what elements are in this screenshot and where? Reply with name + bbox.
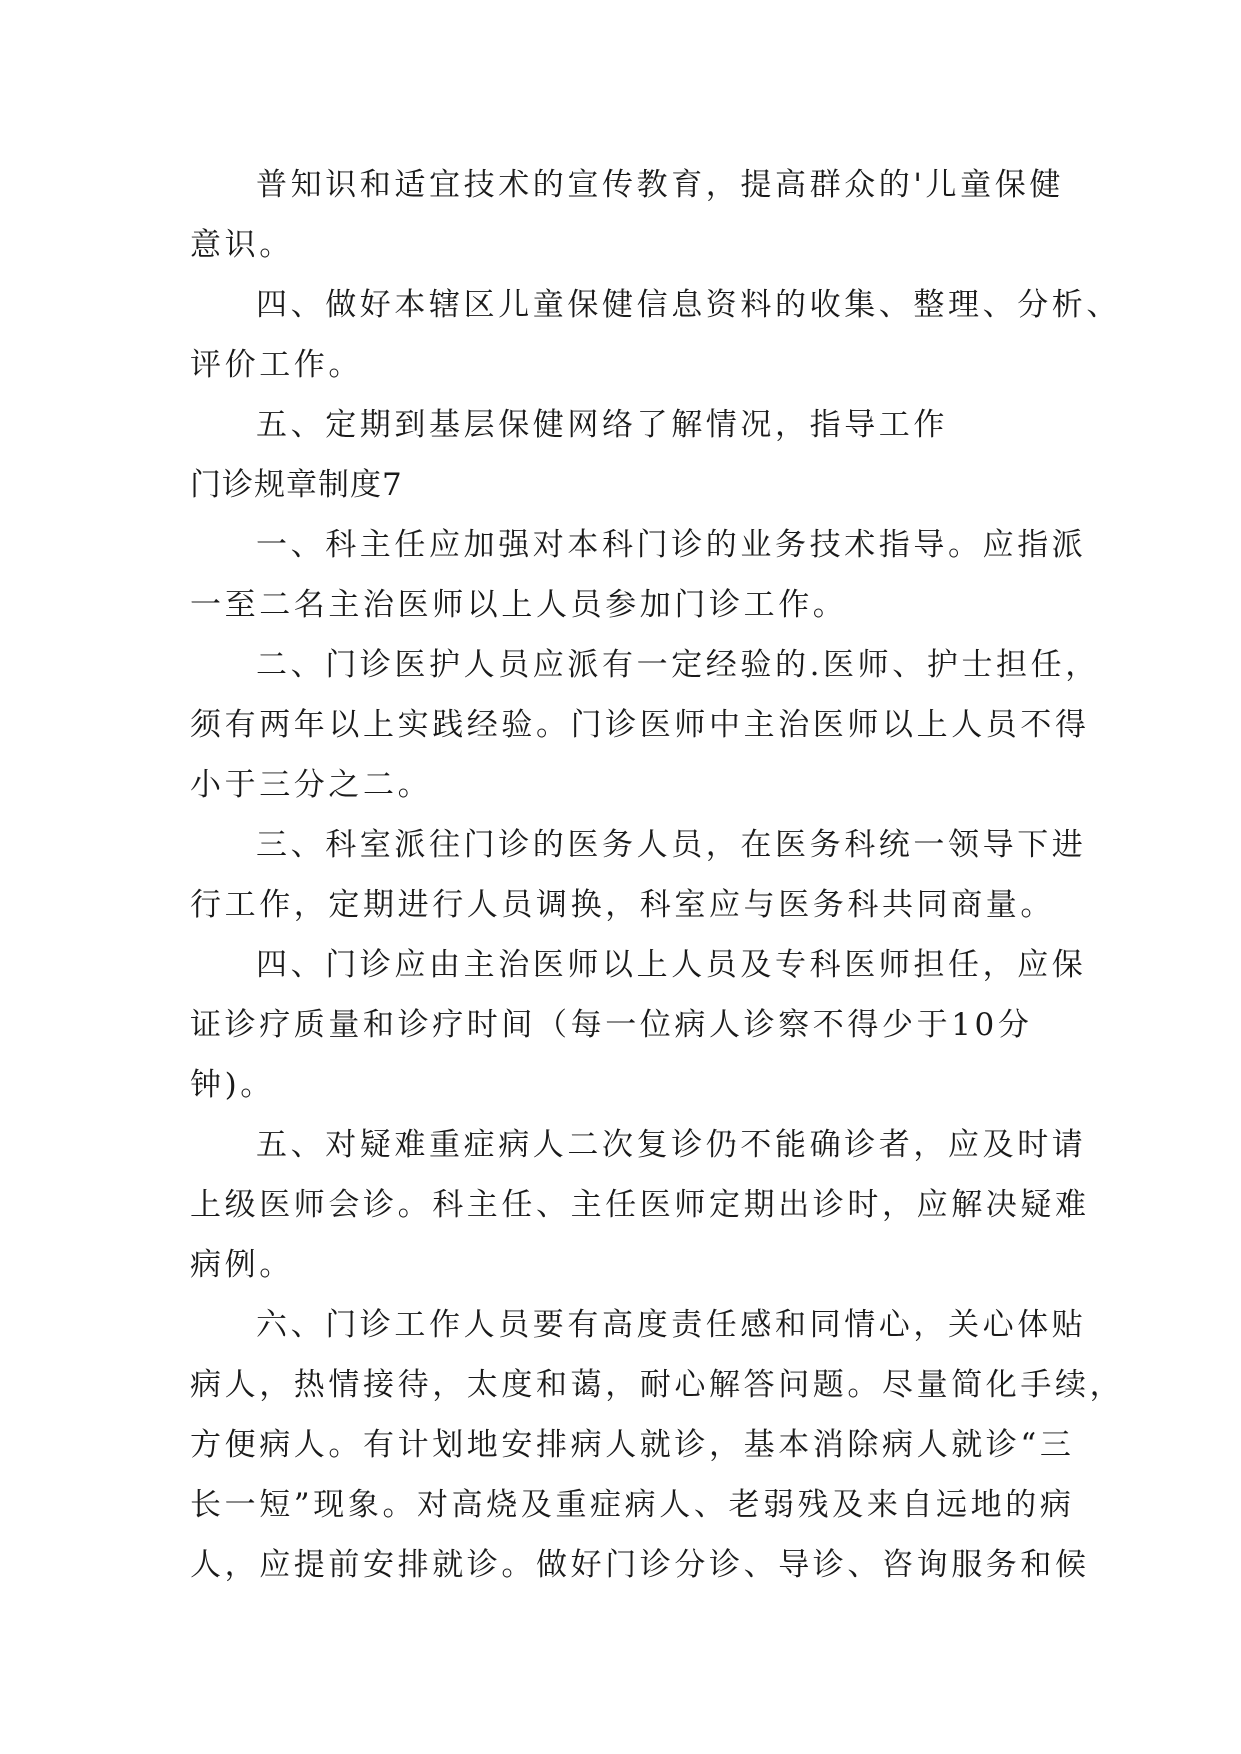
text-line: 小于三分之二。	[190, 767, 433, 803]
paragraph	[190, 395, 1055, 455]
text-line: 病例。	[190, 1247, 294, 1283]
text-line: 行工作，定期进行人员调换，科室应与医务科共同商量。	[190, 887, 1055, 923]
text-line: 六、门诊工作人员要有高度责任感和同情心，关心体贴	[256, 1307, 1087, 1343]
text-line: 须有两年以上实践经验。门诊医师中主治医师以上人员不得	[190, 707, 1090, 743]
paragraph	[190, 815, 1087, 935]
text-line: 五、对疑难重症病人二次复诊仍不能确诊者，应及时请	[256, 1127, 1087, 1163]
paragraph	[190, 515, 1087, 635]
text-line: 四、门诊应由主治医师以上人员及专科医师担任，应保	[256, 947, 1087, 983]
text-line: 人，应提前安排就诊。做好门诊分诊、导诊、咨询服务和候	[190, 1547, 1090, 1583]
text-line: 证诊疗质量和诊疗时间（每一位病人诊察不得少于10分	[190, 1007, 1033, 1043]
text-line: 意识。	[190, 227, 294, 263]
text-line: 长一短”现象。对高烧及重症病人、老弱残及来自远地的病	[190, 1487, 1075, 1523]
text-line: 普知识和适宜技术的宣传教育，提高群众的'儿童保健	[256, 167, 1064, 203]
text-line: 一至二名主治医师以上人员参加门诊工作。	[190, 587, 848, 623]
text-line: 上级医师会诊。科主任、主任医师定期出诊时，应解决疑难	[190, 1187, 1090, 1223]
text-line: 门诊规章制度7	[190, 467, 403, 503]
text-line: 方便病人。有计划地安排病人就诊，基本消除病人就诊“三	[190, 1427, 1075, 1463]
paragraph	[190, 1115, 1090, 1295]
text-line: 三、科室派往门诊的医务人员，在医务科统一领导下进	[256, 827, 1087, 863]
paragraph	[190, 635, 1100, 815]
paragraph	[190, 935, 1087, 1115]
document-body	[190, 155, 1125, 1595]
paragraph	[190, 1295, 1125, 1595]
section-heading	[190, 455, 1055, 515]
text-line: 钟)。	[190, 1067, 275, 1103]
paragraph	[190, 155, 1064, 275]
text-line: 二、门诊医护人员应派有一定经验的.医师、护士担任，	[256, 647, 1100, 683]
text-line: 一、科主任应加强对本科门诊的业务技术指导。应指派	[256, 527, 1087, 563]
text-line: 病人，热情接待，太度和蔼，耐心解答问题。尽量简化手续，	[190, 1367, 1125, 1403]
text-line: 四、做好本辖区儿童保健信息资料的收集、整理、分析、	[256, 287, 1121, 323]
paragraph	[190, 275, 1121, 395]
text-line: 五、定期到基层保健网络了解情况，指导工作	[256, 407, 948, 443]
text-line: 评价工作。	[190, 347, 363, 383]
